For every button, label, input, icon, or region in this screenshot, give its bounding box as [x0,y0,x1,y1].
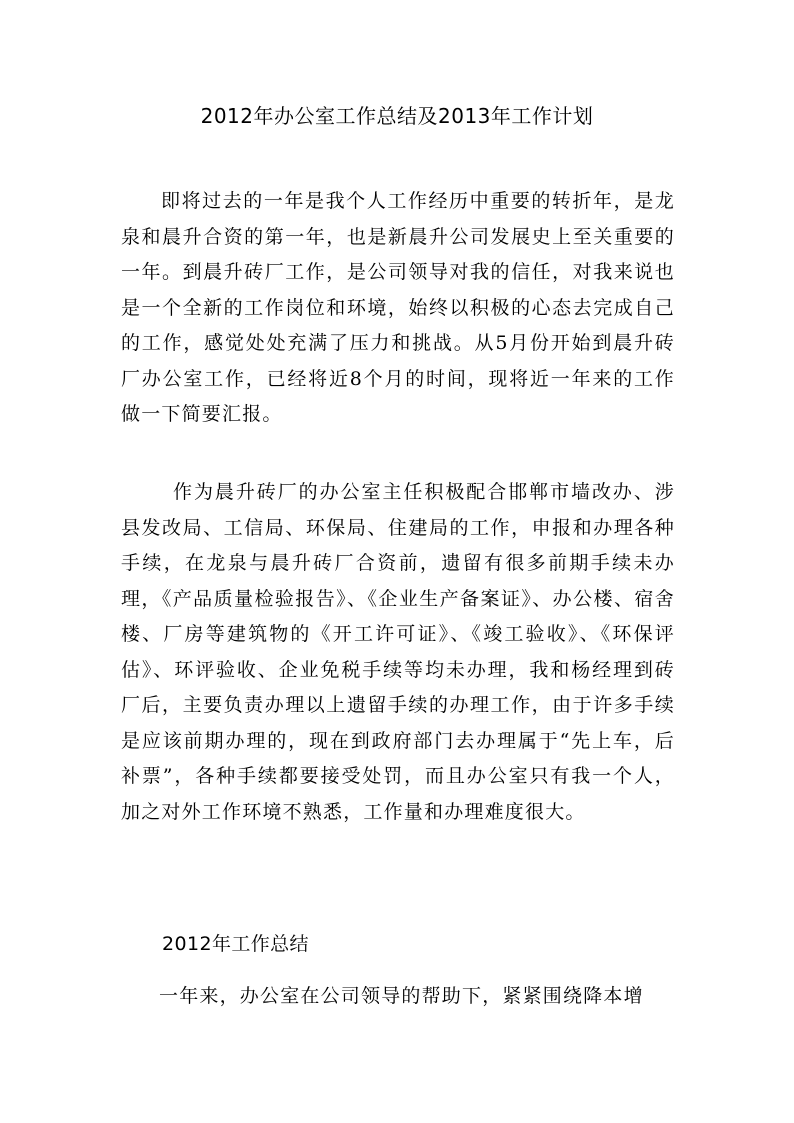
paragraph-summary-start: 一年来，办公室在公司领导的帮助下，紧紧围绕降本增 [159,985,644,1007]
paragraph-duties: 作为晨升砖厂的办公室主任积极配合邯郸市墙改办、涉县发改局、工信局、环保局、住建局的工作，申报和办理各种手续，在龙泉与晨升砖厂合资前，遗留有很多前期手续未办理，《产品质量检验报告》、《企业生产备案证》、办公楼、宿舍楼、厂房等建筑物的《开工许可证》、《竣工验收》、《环保评估》、环评验收、企业免税手续等均未办理，我和杨经理到砖厂后，主要负责办理以上遗留手续的办理工作，由于许多手续是应该前期办理的，现在到政府部门去办理属于“先上车，后补票”，各种手续都要接受处罚，而且办公室只有我一个人，加之对外工作环境不熟悉，工作量和办理难度很大。 [121,481,675,823]
document-title: 2012年办公室工作总结及2013年工作计划 [200,104,594,128]
section-heading: 2012年工作总结 [162,933,309,955]
paragraph-intro: 即将过去的一年是我个人工作经历中重要的转折年，是龙泉和晨升合资的第一年，也是新晨升公司发展史上至关重要的一年。到晨升砖厂工作，是公司领导对我的信任，对我来说也是一个全新的工作岗位和环境，始终以积极的心态去完成自己的工作，感觉处处充满了压力和挑战。从5月份开始到晨升砖厂办公室工作，已经将近8个月的时间，现将近一年来的工作做一下简要汇报。 [121,190,675,425]
